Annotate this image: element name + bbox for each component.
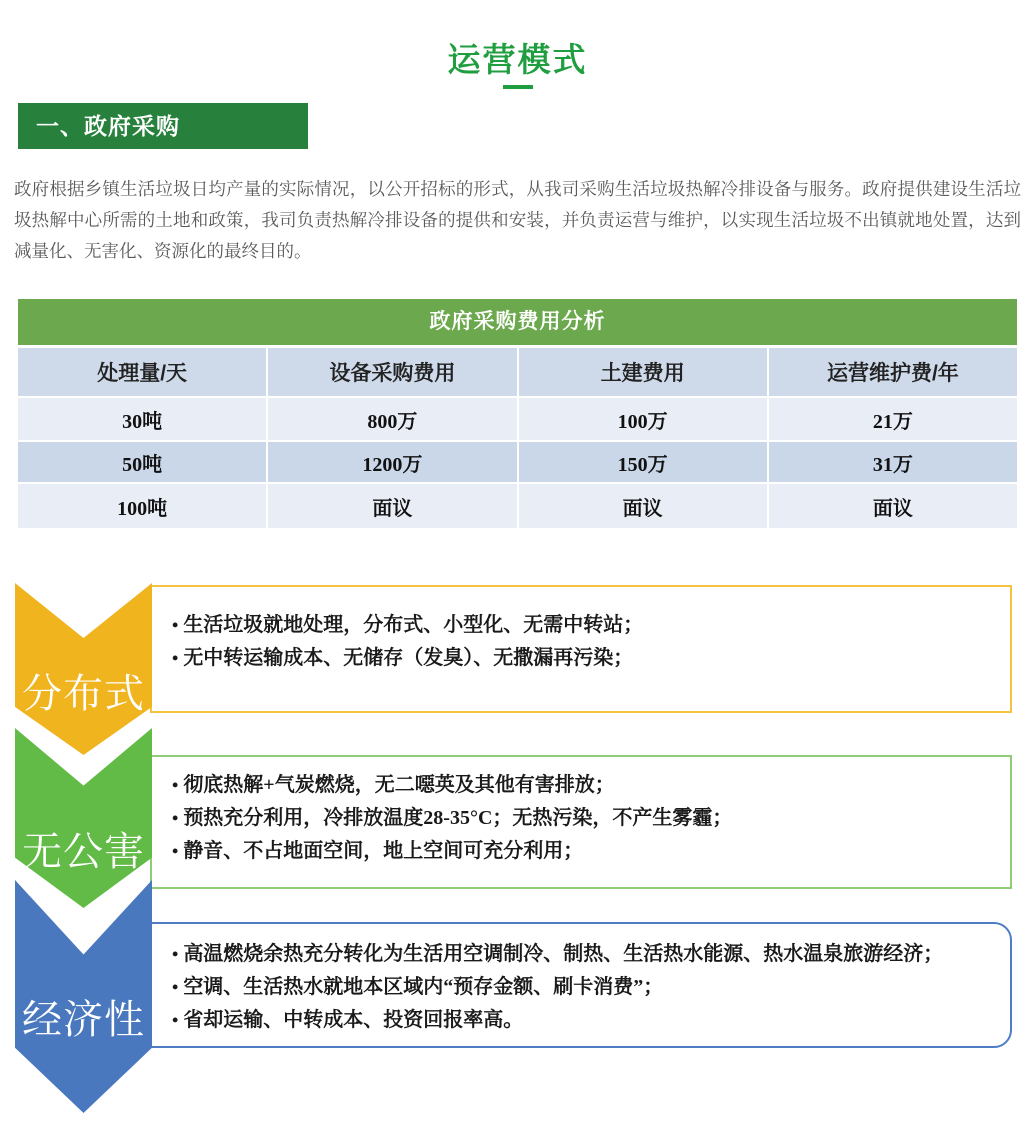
table-cell: 21万	[769, 398, 1017, 440]
bullet-dot: •	[172, 841, 179, 861]
feature-label-pollution-free: 无公害	[22, 829, 145, 874]
table-title: 政府采购费用分析	[18, 299, 1017, 345]
table-cell: 50吨	[18, 442, 266, 482]
column-header: 土建费用	[519, 348, 767, 396]
section-header-bar	[18, 103, 308, 149]
bullet-dot: •	[172, 775, 179, 795]
bullet-item	[172, 938, 998, 971]
bullet-text: 空调、生活热水就地本区域内“预存金额、刷卡消费”；	[183, 976, 664, 998]
bullet-dot: •	[172, 648, 179, 668]
column-header: 运营维护费/年	[769, 348, 1017, 396]
bullet-dot: •	[172, 1010, 179, 1030]
bullet-dot: •	[172, 977, 179, 997]
table-cell: 30吨	[18, 398, 266, 440]
bullet-item	[172, 609, 998, 642]
bullet-text: 彻底热解+气炭燃烧，无二噁英及其他有害排放；	[183, 774, 615, 796]
bullet-text: 静音、不占地面空间，地上空间可充分利用；	[183, 840, 584, 862]
table-cell: 面议	[769, 484, 1017, 528]
bullet-text: 省却运输、中转成本、投资回报率高。	[183, 1009, 524, 1031]
bullet-text: 无中转运输成本、无储存（发臭）、无撒漏再污染；	[183, 647, 634, 669]
bullet-item	[172, 642, 998, 675]
table-cell: 100万	[519, 398, 767, 440]
chevron-down-shape-pollution-free	[15, 728, 152, 908]
intro-paragraph: 政府根据乡镇生活垃圾日均产量的实际情况，以公开招标的形式，从我司采购生活垃圾热解冷排设备与服务。政府提供建设生活垃圾热解中心所需的土地和政策，我司负责热解冷排设备的提供和安装，并负责运营与维护，以实现生活垃圾不出镇就地处置，达到减量化、无害化、资源化的最终目的。	[14, 179, 1021, 261]
bullet-item	[172, 802, 998, 835]
bullet-text: 生活垃圾就地处理，分布式、小型化、无需中转站；	[183, 614, 644, 636]
table-cell: 31万	[769, 442, 1017, 482]
feature-box-distributed	[150, 585, 1012, 713]
bullet-dot: •	[172, 944, 179, 964]
bullet-dot: •	[172, 615, 179, 635]
title-divider	[503, 85, 533, 89]
cost-table	[18, 299, 1017, 528]
column-header: 处理量/天	[18, 348, 266, 396]
bullet-text: 预热充分利用，冷排放温度28-35°C；无热污染，不产生雾霾；	[183, 807, 733, 829]
section-heading: 一、政府采购	[36, 113, 180, 139]
bullet-dot: •	[172, 808, 179, 828]
column-header: 设备采购费用	[268, 348, 516, 396]
feature-box-economical	[150, 922, 1012, 1048]
table-cell: 800万	[268, 398, 516, 440]
page-title: 运营模式	[447, 41, 588, 78]
table-cell: 150万	[519, 442, 767, 482]
feature-label-distributed: 分布式	[22, 671, 145, 716]
feature-label-economical: 经济性	[22, 997, 145, 1042]
table-cell: 1200万	[268, 442, 516, 482]
bullet-item	[172, 769, 998, 802]
feature-box-pollution-free	[150, 755, 1012, 889]
bullet-item	[172, 971, 998, 1004]
bullet-item	[172, 1004, 998, 1037]
bullet-item	[172, 835, 998, 868]
bullet-text: 高温燃烧余热充分转化为生活用空调制冷、制热、生活热水能源、热水温泉旅游经济；	[183, 943, 944, 965]
table-cell: 面议	[519, 484, 767, 528]
table-cell: 100吨	[18, 484, 266, 528]
table-grid	[18, 348, 1017, 528]
table-cell: 面议	[268, 484, 516, 528]
